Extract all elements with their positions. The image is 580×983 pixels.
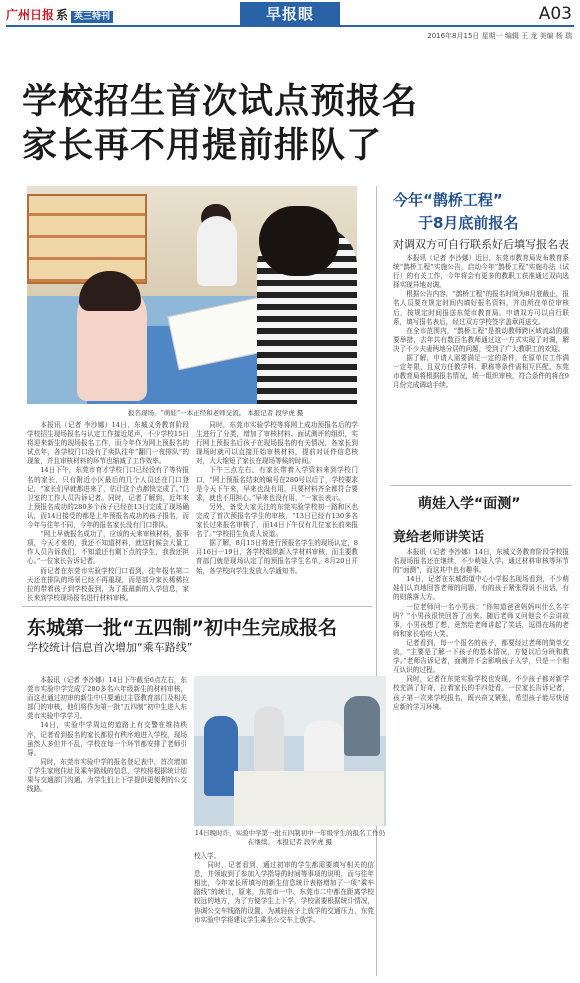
article-paragraph: 据了解，8月15日将进行预报名学生的现场认定，8月16日一19日，各学校组织新入学材料审核，而主要教育部门就是现场认定了的预报名学生名单，8月20日开始，各学校向学生发放入学通知书。 [196,539,358,575]
photo-caption-2: 14日晚时许，实验中学第一批五四制初中一年级学生的报名工作仍在继续。 本报记者 段学虎 摄 [194,829,386,846]
newspaper-logo [6,6,113,23]
header-divider [6,25,574,27]
masthead [0,0,580,46]
article-paragraph: 同时，记者看到，通过初审的学生都需要填写相关的信息，并领取到了参加入学指导的时间等事项的说明，而与往年相比，今年家长所填写的新生信息统计表格增加了一项“乘车路线”的统计，原来，东莞市一中、东莞市二中都在距离学校较远的地方，为了方便学生上下学，学校需要根据统计情况，协调公交车线路的设置，为减轻孩子上放学的交通压力，东莞市实验中学将建议学生乘坐公交车上放学。 [194,861,374,924]
article-main-col2 [196,421,358,601]
section-divider [22,606,372,607]
article-paragraph: 本报讯（记者 李沙娜）近日，东莞市教育局发布教育系统“鹊桥工程”实施公告，启动今年“鹊桥工程”实施办法（试行）的有关工作，今年将会有更多的教职工获准通过双向选择实现异地对调。 [393,254,569,290]
logo-text: 广州日报 [6,8,55,22]
second-headline: 东城第一批“五四制”初中生完成报名 [27,617,337,639]
date-line: 2016年8月15日 星期一 编辑 王 龙 美编 杨 瑞 [427,32,572,40]
article-paragraph: 在全市范围内，“鹊桥工程”是推动教师跨区域流动的重要举措，去年共有数百名教师通过这一方式实现了对调，解决了不少夫妻两地分居的问题，受到了广大教职工的欢迎。 [393,326,569,353]
article-paragraph: 另外，备受大家关注的东莞实验学校初一路和区也完成了首次预报名学生的审核，“13日已经有130多名家长过来报名审核了，而14日下午仅有几位家长前来报名了。”学校招生负责人说道。 [196,502,358,539]
article-paragraph: 而记者在东莞市实验学校门口看到，往年报名第二天还在排队的场景已经不再重现，而是部分家长稀稀拉拉的带着孩子到学校报到，为了报最新的入学信息，家长来到学校现场报名进行材料审核。 [27,566,189,601]
article-paragraph: 记者看到，每一个报名的孩子，都要经过老师的简单交流，“主要是了解一下孩子的基本情况，方便以后分班和教学。”老师告诉记者，面测并不会影响孩子入学，只是一个相互认识的过程。 [393,638,569,675]
article-paragraph: 本报讯（记者 李沙娜）14日，东城义务教育阶段学校报名现场报名还在继续，不少萌娃入学，通过材料审核等环节的“面测”，而这其中也有趣事。 [393,548,569,575]
article-paragraph: 14日，实验中学周边的道路上有交警在维持秩序，记者看到报名的家长都很有秩序地进入学校，现场虽然人多但并不乱，学校在每一个环节都安排了老师引导。 [27,721,187,757]
article-paragraph: 14日下午，东莞市育才学校门口已经没有了等待报名的家长，只有附近小区最后的几个人员还在门口登记，“家长们早就都进来了，估计这个点都快完成了。”门卫室的工作人员告诉记者。同时，记者了解到，近年来上预报名成功的280多个孩子已经在13日完成了现场确认，而14日接受的都是上年预报名成功的孩子报名，而今年与往年不同，今年的报名家长没有门口排队。 [27,466,189,530]
article-paragraph: 校入学。 [194,852,221,860]
article-paragraph: 本报讯（记者 李沙娜）14日下午截至6点左右，东莞市实验中学完成了280多名六年级新生的材料审核，而这也通过初审的新生中只要通过主管教育部门及相关部门的审核，他们将作为第一批“五四制”初中生进入东莞市实验中学学习。 [27,676,187,721]
section-title: 早报眼 [240,2,340,26]
headline-line-1: 学校招生首次试点预报名 [22,82,419,122]
article-paragraph: “网上早就报名成功了，应该的天来审核材料，报事项，今天才来的，我还不知道材料，就这时候会大量工作人员告诉我们，不知道还有剩下点的学生，我我还担心。”一位家长告诉记者。 [27,530,189,566]
logo-sub: 系 [56,8,69,22]
article-paragraph: 14日，记者在东城街道中心小学报名现场看到，不少萌娃们认真地回答老师的问题，有的孩子紧张得说不出话，有的则落落大方。 [393,575,569,602]
main-headline [22,80,522,168]
news-photo-registration [27,186,357,404]
side-headline-1b: 于8月底前报名 [418,214,519,232]
section-divider [390,485,572,486]
side-headline-2: 萌娃入学“面测” [418,496,521,512]
side-headline-1a: 今年“鹊桥工程” [393,191,503,209]
article-main-col1 [27,421,189,601]
side-article-1-body [393,254,569,479]
side-subheadline-1: 对调双方可自行联系好后填写报名表 [393,238,569,251]
photo-caption: 报名现场，“萌娃”一本正经和老师交流。 本报记者 段学虎 摄 [128,409,304,417]
article-2-col1 [27,676,187,974]
article-paragraph: 同时，东莞市实验中学的报名登记表中，首次增加了学生家庭住址及乘车路线的信息，学校将根据统计结果与交通部门沟通，为学生们上下学提供更便利的公交线路。 [27,757,187,794]
article-2-col2 [194,852,374,976]
article-paragraph: 据了解，申请人需要满足一定的条件，在原单位工作满一定年限，且双方任教学科、职称等条件需相互匹配。东莞市教育局将根据报名情况，统一组织审核，符合条件的将在9月份完成调动手续。 [393,354,569,390]
article-paragraph: 根据公告内容，“鹊桥工程”的报名时间为8月底截止，报名人员要在规定时间内填好报名资料，并由所在单位审核后，按规定时间报送东莞市教育局。申请双方可以自行联系，填写报名表后，经过双方学校签字盖章再送交。 [393,290,569,326]
headline-line-2: 家长再不用提前排队了 [22,126,383,166]
second-subheadline: 学校统计信息首次增加“乘车路线” [27,641,193,654]
article-paragraph: 一位老师问一名小男孩：“你知道爸爸妈妈叫什么名字吗？”小男孩很快回答了出来。随后老师又问他会不会讲故事，小男孩想了想，竟然给老师讲起了笑话，逗得在场的老师和家长哈哈大笑。 [393,602,569,638]
article-paragraph: 本报讯（记者 李沙娜）14日，东城义务教育阶段学校招生现场报名与认定工作接近尾声，不少学校15日将迎来新生的现场报名工作，而今年作为网上预报名的试点年，各学校门口没有了卖队往年“翻门一夜排队”的现象，并且审核材料的环节也缩减了工作效率。 [27,421,189,466]
news-photo-students [194,676,386,826]
logo-tag: 英三特刊 [71,11,113,23]
side-subheadline-2: 竟给老师讲笑话 [393,530,485,545]
article-paragraph: 同时，东莞市实验学校等将网上成功预报名后的学生进行了分类，增加了审核材料、面试测评的组织，实行网上预报名后孩子在现场报名的有关情况，各家长到现场时就可以直接开始审核材料，提前对证件信息核对，大大缩短了家长在现场等候的时间。 [196,421,358,466]
side-article-2-body [393,548,569,976]
article-paragraph: 下午三点左右，有家长带着入学资料来到学校门口，“网上预报名结束的编号在280号以后了，学校要求是今天下午来，早来也没有用，只要材料齐全都符合要求，就也不用担心。”早来也没有用，“一家长表示。 [196,466,358,502]
article-paragraph: 同时，记者在东莞实验学校也发现，不少孩子都对新学校充满了好奇，拉着家长的手四处看。一位家长告诉记者，孩子第一次来学校报名，既兴奋又紧张，希望孩子能尽快适应新的学习环境。 [393,675,569,711]
column-divider [376,186,377,976]
page-number: A03 [538,4,572,24]
